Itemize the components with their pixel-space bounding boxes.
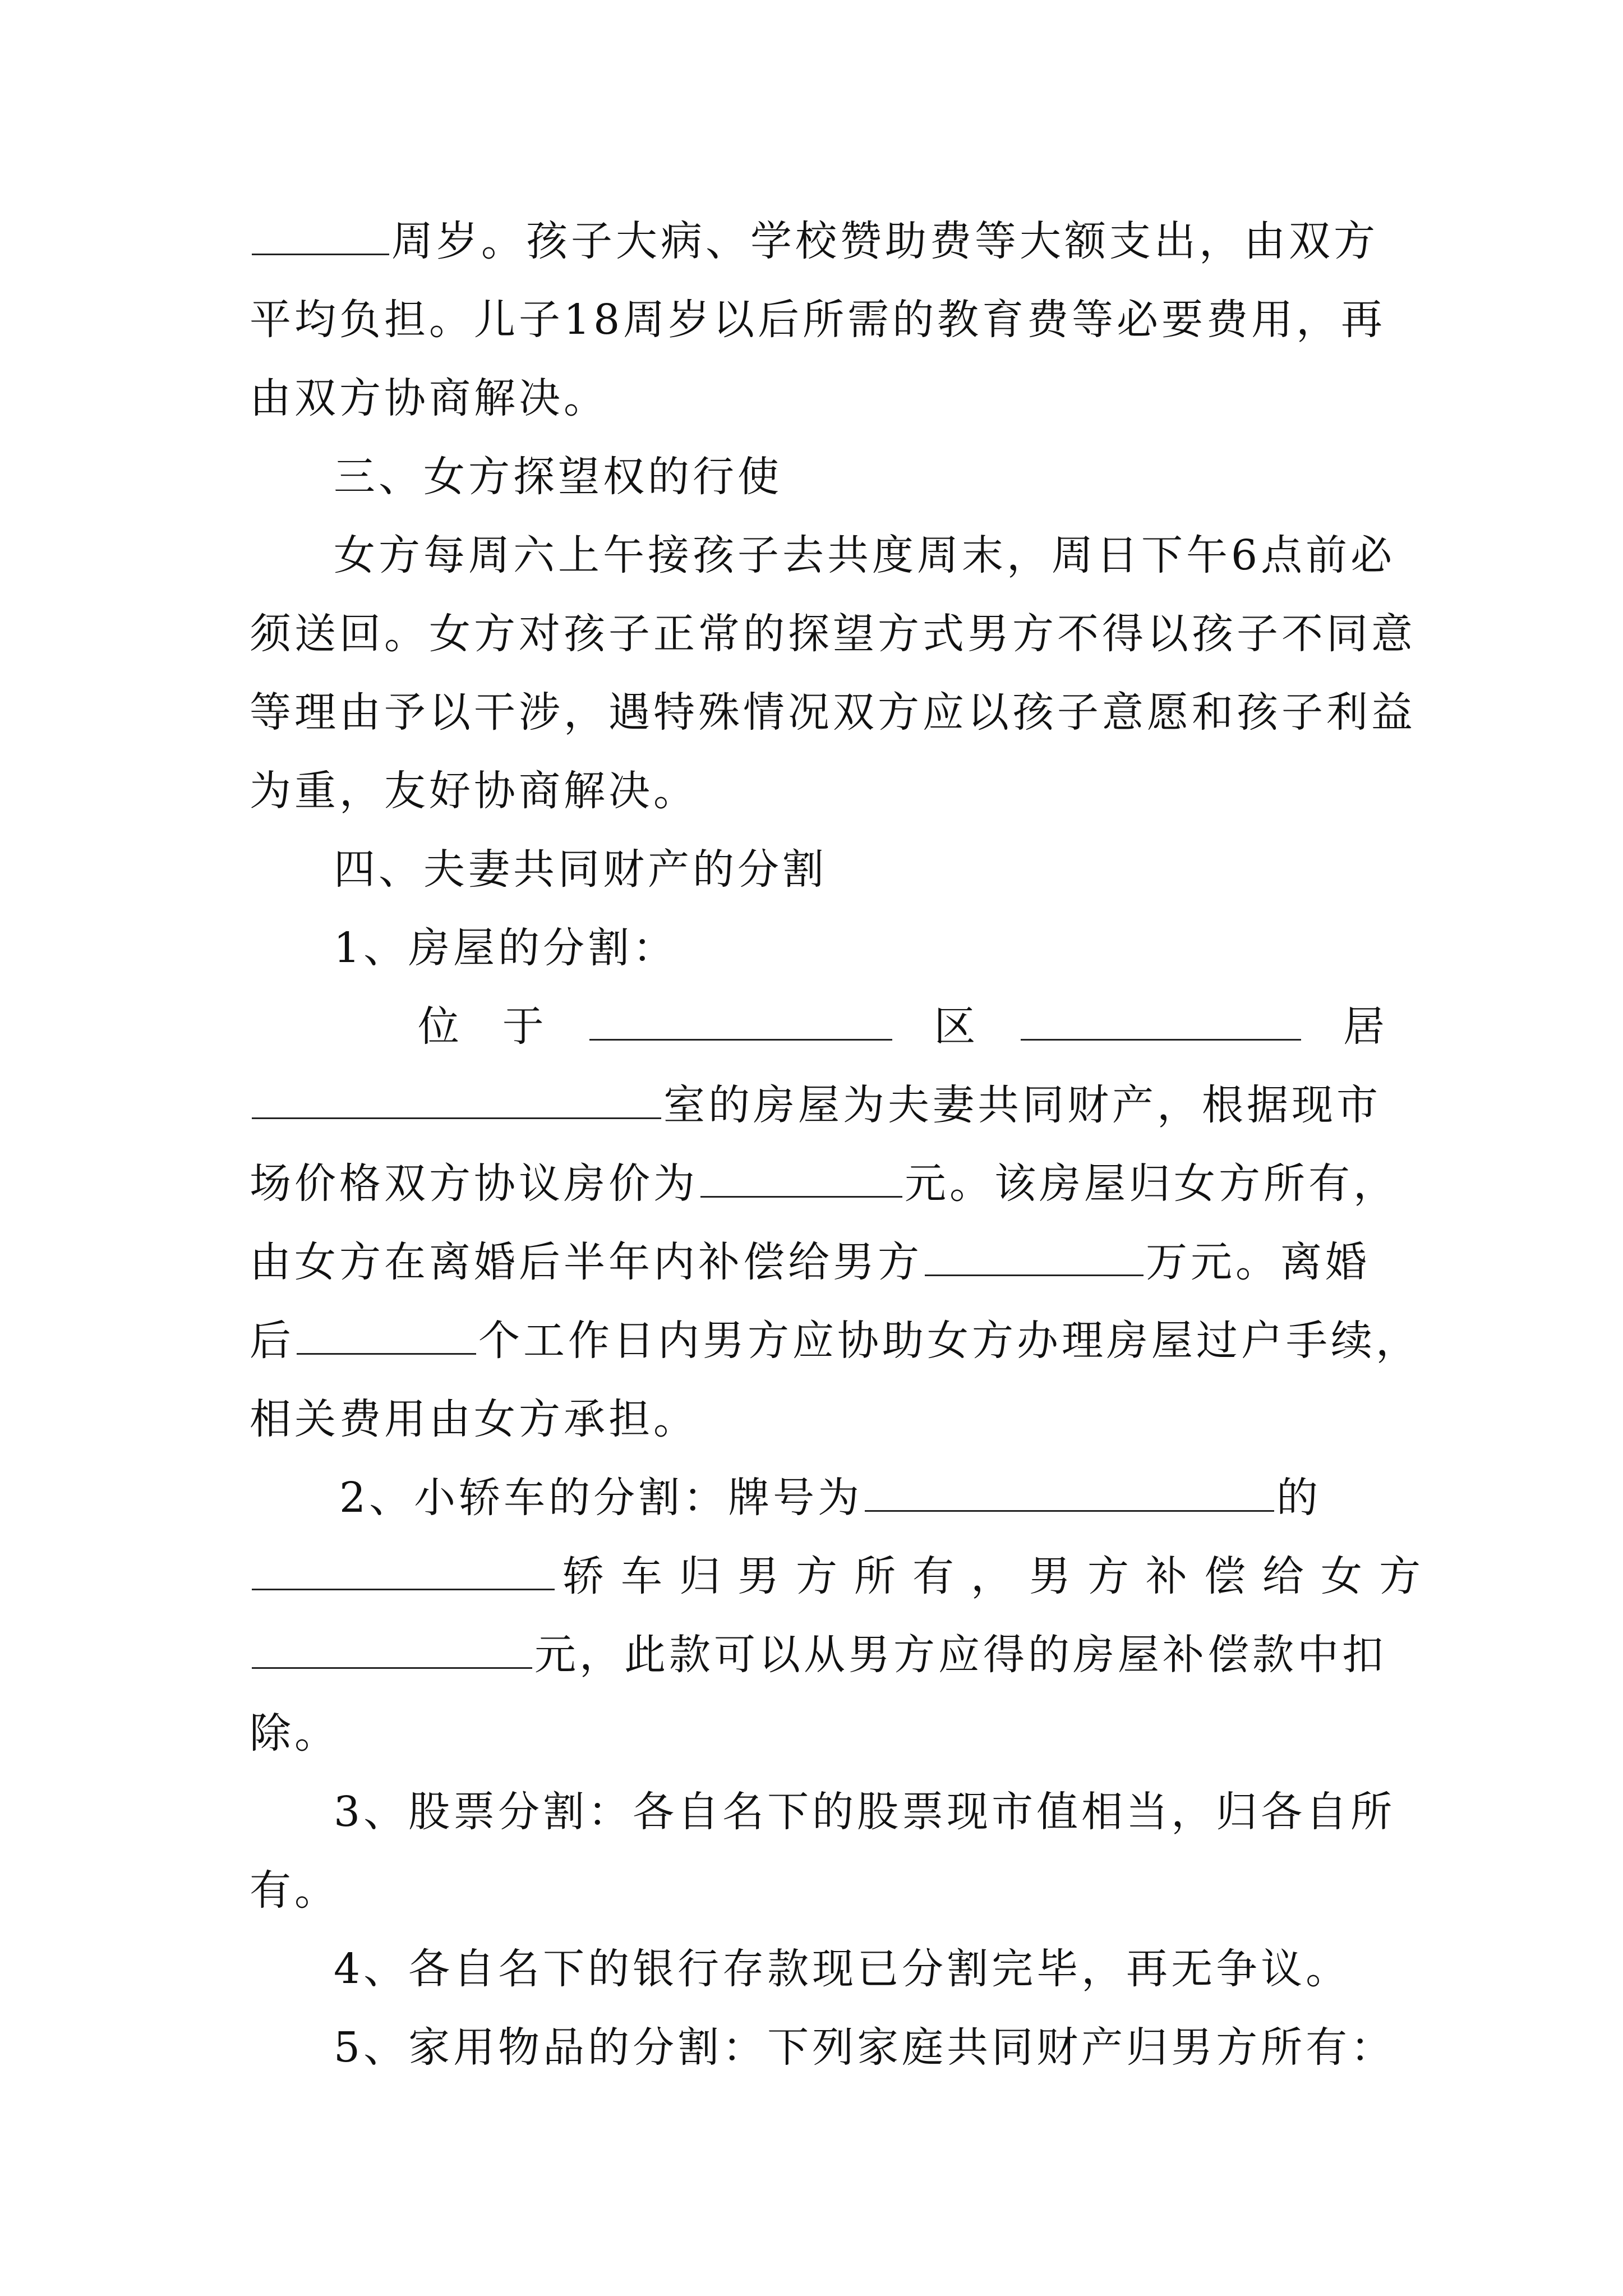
text-span: 元。该房屋归女方所有， [905,1159,1398,1208]
text-line: 5、家用物品的分割：下列家庭共同财产归男方所有： [334,2023,1396,2072]
text-span: 居 [1343,1002,1388,1051]
text-line: 须送回。女方对孩子正常的探望方式男方不得以孩子不同意 [250,610,1416,658]
text-span: 室的房屋为夫妻共同财产，根据现市 [663,1081,1381,1129]
section-heading: 四、夫妻共同财产的分割 [334,845,827,894]
fill-blank [1021,1005,1301,1041]
fill-blank [700,1162,902,1198]
text-line [250,999,1388,1055]
text-line: 4、各自名下的银行存款现已分割完毕，再无争议。 [334,1945,1351,1993]
text-span: 周岁。孩子大病、学校赞助费等大额支出，由双方 [391,217,1378,265]
text-line [250,1234,1388,1290]
text-line: 女方每周六上午接孩子去共度周末，周日下午6点前必 [334,531,1396,579]
text-span: 个工作日内男方应协助女方办理房屋过户手续， [478,1317,1421,1365]
text-line: 由双方协商解决。 [250,374,608,422]
fill-blank [589,1005,892,1041]
text-line: 有。 [250,1866,339,1915]
text-span: 于 [502,1002,547,1051]
text-line [250,1313,1421,1369]
text-span: 后 [250,1317,294,1365]
fill-blank [252,1084,661,1119]
fill-blank [252,1634,532,1669]
subsection-title: 1、房屋的分割： [334,924,678,972]
text-line: 除。 [250,1709,339,1757]
text-line [250,213,1388,269]
fill-blank [297,1319,476,1355]
text-line [250,1548,1437,1604]
text-line [250,1077,1388,1133]
text-line: 平均负担。儿子18周岁以后所需的教育费等必要费用，再 [250,296,1386,344]
fill-blank [252,220,389,255]
text-span: 场价格双方协议房价为 [250,1159,698,1208]
section-heading: 三、女方探望权的行使 [334,453,782,501]
text-span: 2、小轿车的分割：牌号为 [339,1474,863,1522]
fill-blank [925,1241,1144,1276]
text-span: 万元。离婚 [1146,1238,1370,1286]
fill-blank [252,1555,555,1590]
text-line: 3、股票分割：各自名下的股票现市值相当，归各自所 [334,1788,1396,1836]
text-span: 的 [1276,1474,1322,1522]
text-line: 等理由予以干涉，遇特殊情况双方应以孩子意愿和孩子利益 [250,688,1416,737]
text-span: 元，此款可以从男方应得的房屋补偿款中扣 [534,1631,1387,1679]
text-line [250,1470,1388,1526]
text-span: 区 [934,1002,979,1051]
text-span: 由女方在离婚后半年内补偿给男方 [250,1238,923,1286]
text-span: 位 [418,1002,463,1051]
text-line [250,1627,1388,1683]
fill-blank [865,1476,1274,1512]
text-line [250,1156,1398,1212]
text-line: 为重，友好协商解决。 [250,767,698,815]
text-line: 相关费用由女方承担。 [250,1395,698,1443]
text-span: 轿车归男方所有，男方补偿给女方 [562,1552,1437,1600]
